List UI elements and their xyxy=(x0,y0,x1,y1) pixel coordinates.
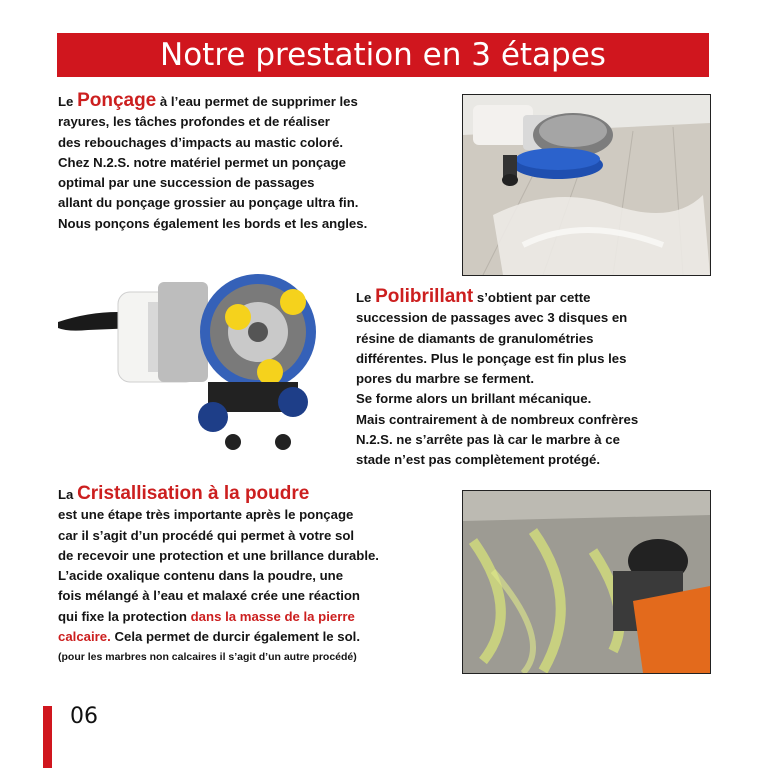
crystallization-floor-illustration xyxy=(463,491,710,673)
body-text: Cela permet de durcir également le sol. xyxy=(110,629,360,645)
body-line: L’acide oxalique contenu dans la poudre, une xyxy=(58,568,344,584)
body-line: succession de passages avec 3 disques en xyxy=(356,310,628,326)
section-polibrillant xyxy=(356,287,696,471)
polishing-machine-image xyxy=(58,262,322,460)
body-line: N.2.S. ne s’arrête pas là car le marbre à ce xyxy=(356,432,620,448)
body-line: fois mélangé à l’eau et malaxé crée une réaction xyxy=(58,588,360,604)
body-line: car il s’agit d’un procédé qui permet à votre sol xyxy=(58,527,355,543)
body-line: Se forme alors un brillant mécanique. xyxy=(356,391,592,407)
section-keyword-polibrillant: Polibrillant xyxy=(375,286,474,307)
highlight-text: dans la masse de la pierre xyxy=(190,608,355,624)
body-line: résine de diamants de granulométries xyxy=(356,330,594,346)
section-keyword-poncage: Ponçage xyxy=(77,90,157,111)
section-prefix: Le xyxy=(356,290,376,305)
page-number: 06 xyxy=(70,704,98,729)
section-polibrillant-line-1 xyxy=(356,287,696,308)
footer-accent-bar xyxy=(43,706,52,768)
page-title-banner xyxy=(57,33,709,77)
body-line: pores du marbre se ferment. xyxy=(356,371,535,387)
section-cristallisation xyxy=(58,484,458,668)
section-poncage xyxy=(58,91,448,234)
polishing-machine-illustration xyxy=(58,262,322,460)
footnote: (pour les marbres non calcaires il s’agit d’un autre procédé) xyxy=(58,651,357,664)
body-line-mixed xyxy=(58,607,458,627)
section-poncage-line-1 xyxy=(58,91,448,112)
section-prefix: La xyxy=(58,487,78,502)
section-cristallisation-title xyxy=(58,484,458,505)
body-line: rayures, les tâches profondes et de réaliser xyxy=(58,114,330,130)
body-line: Nous ponçons également les bords et les angles. xyxy=(58,215,368,231)
section-line-rest: s’obtient par cette xyxy=(473,290,591,305)
highlight-text: calcaire. xyxy=(58,629,111,645)
section-keyword-cristallisation: Cristallisation à la poudre xyxy=(77,483,310,504)
body-line-mixed xyxy=(58,627,458,647)
body-line: est une étape très importante après le ponçage xyxy=(58,507,354,523)
body-line: des rebouchages d’impacts au mastic coloré. xyxy=(58,134,344,150)
polishing-floor-illustration xyxy=(463,95,710,275)
body-line: allant du ponçage grossier au ponçage ultra fin. xyxy=(58,195,359,211)
body-line: différentes. Plus le ponçage est fin plus les xyxy=(356,350,627,366)
body-text: qui fixe la protection xyxy=(58,608,191,624)
crystallization-floor-photo xyxy=(462,490,711,674)
body-line: optimal par une succession de passages xyxy=(58,175,315,191)
body-line: stade n’est pas complètement protégé. xyxy=(356,452,601,468)
body-line: Mais contrairement à de nombreux confrères xyxy=(356,411,639,427)
polishing-floor-photo xyxy=(462,94,711,276)
section-line-rest: à l’eau permet de supprimer les xyxy=(156,94,358,109)
page-title: Notre prestation en 3 étapes xyxy=(160,37,606,73)
body-line: Chez N.2.S. notre matériel permet un ponçage xyxy=(58,154,346,170)
body-line: de recevoir une protection et une brillance durable. xyxy=(58,547,379,563)
section-prefix: Le xyxy=(58,94,78,109)
